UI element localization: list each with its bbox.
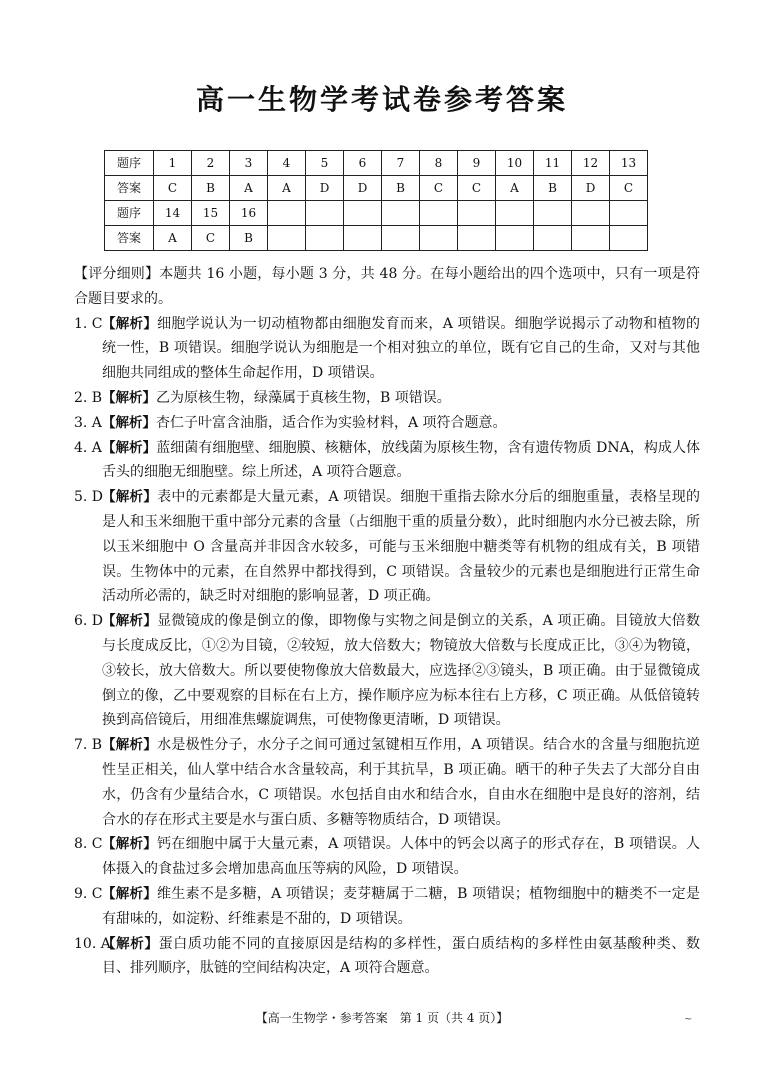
row-label-answer: 答案 (105, 176, 154, 201)
explanations (74, 262, 700, 981)
item-number: 8. C (74, 836, 103, 853)
item-number: 3. A (74, 414, 102, 431)
analysis-tag: 【解析】 (102, 885, 158, 902)
answer-cell: B (192, 176, 230, 201)
analysis-text: 显微镜成的像是倒立的像，即物像与实物之间是倒立的关系，A 项正确。目镜放大倍数与长度成反比，①②为目镜，②较短，放大倍数大；物镜放大倍数与长度成正比，③④为物镜，③较长，放大倍数大。所以要使物像放大倍数最大，应选择②③镜头，B 项正确。由于显微镜成倒立的像，乙中要观察的目标在右上方，操作顺序应为标本往右上方移，C 项正确。从低倍镜转换到高倍镜后，用细准焦螺旋调焦，可使物像更清晰，D 项错误。 (102, 613, 701, 729)
answer-cell (534, 226, 572, 251)
question-number-cell: 9 (458, 151, 496, 176)
question-number-cell (610, 201, 648, 226)
explanation-item (74, 386, 700, 411)
question-number-cell: 13 (610, 151, 648, 176)
answer-cell (306, 226, 344, 251)
answer-cell: C (154, 176, 192, 201)
analysis-tag: 【解析】 (102, 315, 158, 332)
question-number-cell: 14 (154, 201, 192, 226)
question-number-cell: 10 (496, 151, 534, 176)
analysis-text: 细胞学说认为一切动植物都由细胞发育而来，A 项错误。细胞学说揭示了动物和植物的统一性，B 项错误。细胞学说认为细胞是一个相对独立的单位，既有它自己的生命，又对与其他细胞共同组成的整体生命起作用，D 项错误。 (102, 315, 701, 382)
question-number-cell: 7 (382, 151, 420, 176)
analysis-tag: 【解析】 (102, 836, 158, 853)
analysis-text: 钙在细胞中属于大量元素，A 项错误。人体中的钙会以离子的形式存在，B 项错误。人体摄入的食盐过多会增加患高血压等病的风险，D 项错误。 (102, 836, 701, 878)
explanation-list (74, 312, 700, 982)
item-number: 10. A (74, 935, 111, 952)
question-number-cell: 2 (192, 151, 230, 176)
analysis-tag: 【解析】 (102, 613, 158, 630)
question-number-cell (572, 201, 610, 226)
answer-cell: D (306, 176, 344, 201)
answer-cell: C (610, 176, 648, 201)
item-number: 1. C (74, 315, 103, 332)
question-number-cell: 1 (154, 151, 192, 176)
analysis-text: 表中的元素都是大量元素，A 项错误。细胞干重指去除水分后的细胞重量，表格呈现的是人和玉米细胞干重中部分元素的含量（占细胞干重的质量分数），此时细胞内水分已被去除，所以玉米细胞中 O 含量高并非因含水较多，可能与玉米细胞中糖类等有机物的组成有关，B 项错误。生物体中的元素，在自然界中都找得到，C 项错误。含量较少的元素也是细胞进行正常生命活动所必需的，缺乏时对细胞的影响显著，D 项正确。 (102, 489, 701, 605)
analysis-text: 杏仁子叶富含油脂，适合作为实验材料，A 项符合题意。 (156, 414, 507, 431)
analysis-tag: 【解析】 (102, 737, 158, 754)
explanation-item (74, 932, 700, 982)
question-number-cell (382, 201, 420, 226)
answer-cell (610, 226, 648, 251)
question-number-cell: 6 (344, 151, 382, 176)
analysis-text: 蛋白质功能不同的直接原因是结构的多样性，蛋白质结构的多样性由氨基酸种类、数目、排列顺序，肽链的空间结构决定，A 项符合题意。 (102, 935, 701, 977)
answer-cell (458, 226, 496, 251)
answer-cell: C (192, 226, 230, 251)
answer-cell: A (154, 226, 192, 251)
question-number-cell (344, 201, 382, 226)
answer-cell (344, 226, 382, 251)
item-number: 7. B (74, 737, 103, 754)
answer-cell: C (420, 176, 458, 201)
question-number-cell (268, 201, 306, 226)
answer-row (105, 226, 648, 251)
analysis-text: 蓝细菌有细胞壁、细胞膜、核糖体，放线菌为原核生物，含有遗传物质 DNA，构成人体舌头的细胞无细胞壁。综上所述，A 项符合题意。 (102, 439, 700, 481)
answer-cell: B (534, 176, 572, 201)
analysis-tag: 【解析】 (102, 935, 159, 952)
question-number-cell (420, 201, 458, 226)
explanation-item (74, 609, 700, 733)
analysis-tag: 【解析】 (102, 439, 157, 456)
answer-cell (496, 226, 534, 251)
corner-mark: ~ (684, 1014, 693, 1025)
answer-cell: C (458, 176, 496, 201)
answer-table (104, 150, 648, 251)
analysis-text: 水是极性分子，水分子之间可通过氢键相互作用，A 项错误。结合水的含量与细胞抗逆性呈正相关，仙人掌中结合水含量较高，利于其抗旱，B 项正确。晒干的种子失去了大部分自由水，仍含有少量结合水，C 项错误。水包括自由水和结合水，自由水在细胞中是良好的溶剂，结合水的存在形式主要是水与蛋白质、多糖等物质结合，D 项错误。 (102, 737, 701, 828)
answer-cell: D (344, 176, 382, 201)
page-footer: 【高一生物学・参考答案 第 1 页（共 4 页）】 (255, 1011, 509, 1025)
question-number-row (105, 201, 648, 226)
analysis-tag: 【解析】 (102, 389, 156, 406)
answer-cell (268, 226, 306, 251)
question-number-cell: 12 (572, 151, 610, 176)
answer-cell: D (572, 176, 610, 201)
answer-cell: A (230, 176, 268, 201)
question-number-cell: 8 (420, 151, 458, 176)
analysis-text: 乙为原核生物，绿藻属于真核生物，B 项错误。 (156, 389, 451, 406)
answer-cell: B (382, 176, 420, 201)
analysis-text: 维生素不是多糖，A 项错误；麦芽糖属于二糖，B 项错误；植物细胞中的糖类不一定是有甜味的，如淀粉、纤维素是不甜的，D 项错误。 (102, 885, 701, 927)
question-number-cell: 15 (192, 201, 230, 226)
question-number-cell (496, 201, 534, 226)
answer-cell: A (496, 176, 534, 201)
item-number: 6. D (74, 613, 104, 630)
page-title: 高一生物学考试卷参考答案 (195, 83, 568, 116)
question-number-cell: 11 (534, 151, 572, 176)
question-number-cell (534, 201, 572, 226)
explanation-item (74, 411, 700, 436)
scoring-rules: 【评分细则】本题共 16 小题，每小题 3 分，共 48 分。在每小题给出的四个选项中，只有一项是符合题目要求的。 (74, 266, 700, 307)
question-number-cell: 4 (268, 151, 306, 176)
question-number-cell (458, 201, 496, 226)
question-number-row (105, 151, 648, 176)
item-number: 2. B (74, 389, 103, 406)
explanation-item (74, 882, 700, 932)
question-number-cell: 5 (306, 151, 344, 176)
answer-cell (382, 226, 420, 251)
explanation-item (74, 436, 700, 486)
question-number-cell (306, 201, 344, 226)
explanation-item (74, 733, 700, 832)
explanation-item (74, 312, 700, 386)
row-label-question: 题序 (105, 201, 154, 226)
row-label-question: 题序 (105, 151, 154, 176)
analysis-tag: 【解析】 (102, 489, 158, 506)
item-number: 9. C (74, 885, 103, 902)
row-label-answer: 答案 (105, 226, 154, 251)
answer-cell (420, 226, 458, 251)
answer-cell: A (268, 176, 306, 201)
question-number-cell: 3 (230, 151, 268, 176)
answer-cell (572, 226, 610, 251)
explanation-item (74, 832, 700, 882)
answer-cell: B (230, 226, 268, 251)
explanation-item (74, 485, 700, 609)
analysis-tag: 【解析】 (102, 414, 156, 431)
item-number: 4. A (74, 439, 102, 456)
answer-row (105, 176, 648, 201)
item-number: 5. D (74, 489, 104, 506)
question-number-cell: 16 (230, 201, 268, 226)
